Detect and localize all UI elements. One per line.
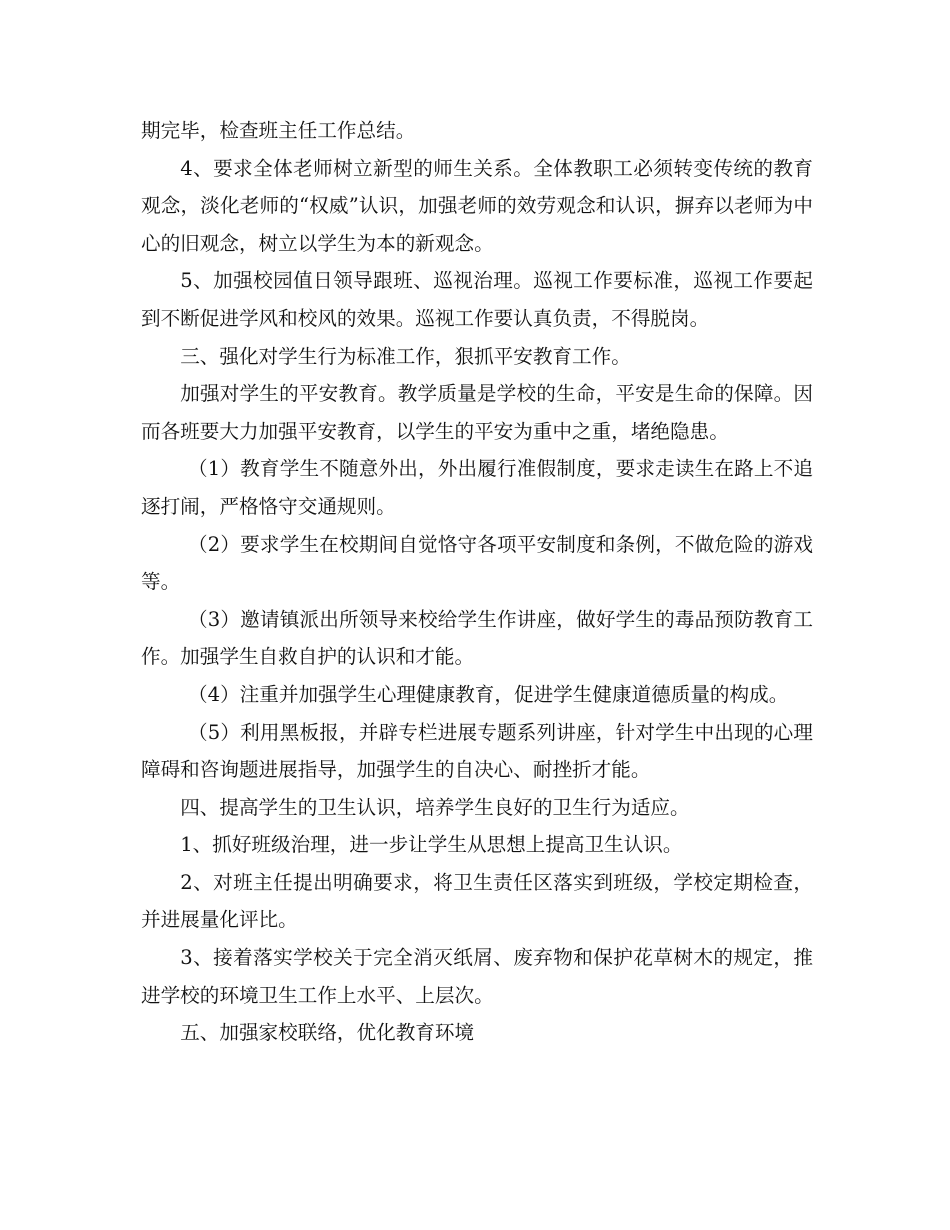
section-heading-4: 四、提高学生的卫生认识，培养学生良好的卫生行为适应。 (180, 795, 690, 819)
paragraph-subitem-1: （1）教育学生不随意外出，外出履行准假制度，要求走读生在路上不追逐打闹，严格恪守交通规则。 (141, 457, 813, 518)
paragraph-subitem-4: （4）注重并加强学生心理健康教育，促进学生健康道德质量的构成。 (188, 682, 789, 706)
paragraph-subitem-2: （2）要求学生在校期间自觉恪守各项平安制度和条例，不做危险的游戏等。 (141, 532, 813, 594)
paragraph-hygiene-3: 3、接着落实学校关于完全消灭纸屑、废弃物和保护花草树木的规定，推进学校的环境卫生工作上水平、上层次。 (141, 946, 813, 1007)
section-heading-3: 三、强化对学生行为标准工作，狠抓平安教育工作。 (180, 344, 631, 368)
paragraph-item-5: 5、加强校园值日领导跟班、巡视治理。巡视工作要标准，巡视工作要起到不断促进学风和校风的效果。巡视工作要认真负责，不得脱岗。 (141, 269, 813, 330)
paragraph-hygiene-1: 1、抓好班级治理，进一步让学生从思想上提高卫生认识。 (180, 833, 683, 857)
paragraph-safety-education: 加强对学生的平安教育。教学质量是学校的生命，平安是生命的保障。因而各班要大力加强平安教育，以学生的平安为重中之重，堵绝隐患。 (141, 382, 813, 443)
paragraph-item-4: 4、要求全体老师树立新型的师生关系。全体教职工必须转变传统的教育观念，淡化老师的“权威”认识，加强老师的效劳观念和认识，摒弃以老师为中心的旧观念，树立以学生为本的新观念。 (141, 156, 813, 255)
section-heading-5: 五、加强家校联络，优化教育环境 (180, 1021, 475, 1045)
paragraph-subitem-5: （5）利用黑板报，并辟专栏进展专题系列讲座，针对学生中出现的心理障碍和咨询题进展指导，加强学生的自决心、耐挫折才能。 (141, 720, 813, 782)
paragraph-hygiene-2: 2、对班主任提出明确要求，将卫生责任区落实到班级，学校定期检查，并进展量化评比。 (141, 870, 813, 932)
paragraph-subitem-3: （3）邀请镇派出所领导来校给学生作讲座，做好学生的毒品预防教育工作。加强学生自救自护的认识和才能。 (141, 607, 813, 669)
paragraph-continuation: 期完毕，检查班主任工作总结。 (141, 119, 416, 142)
document-page (141, 112, 813, 1052)
